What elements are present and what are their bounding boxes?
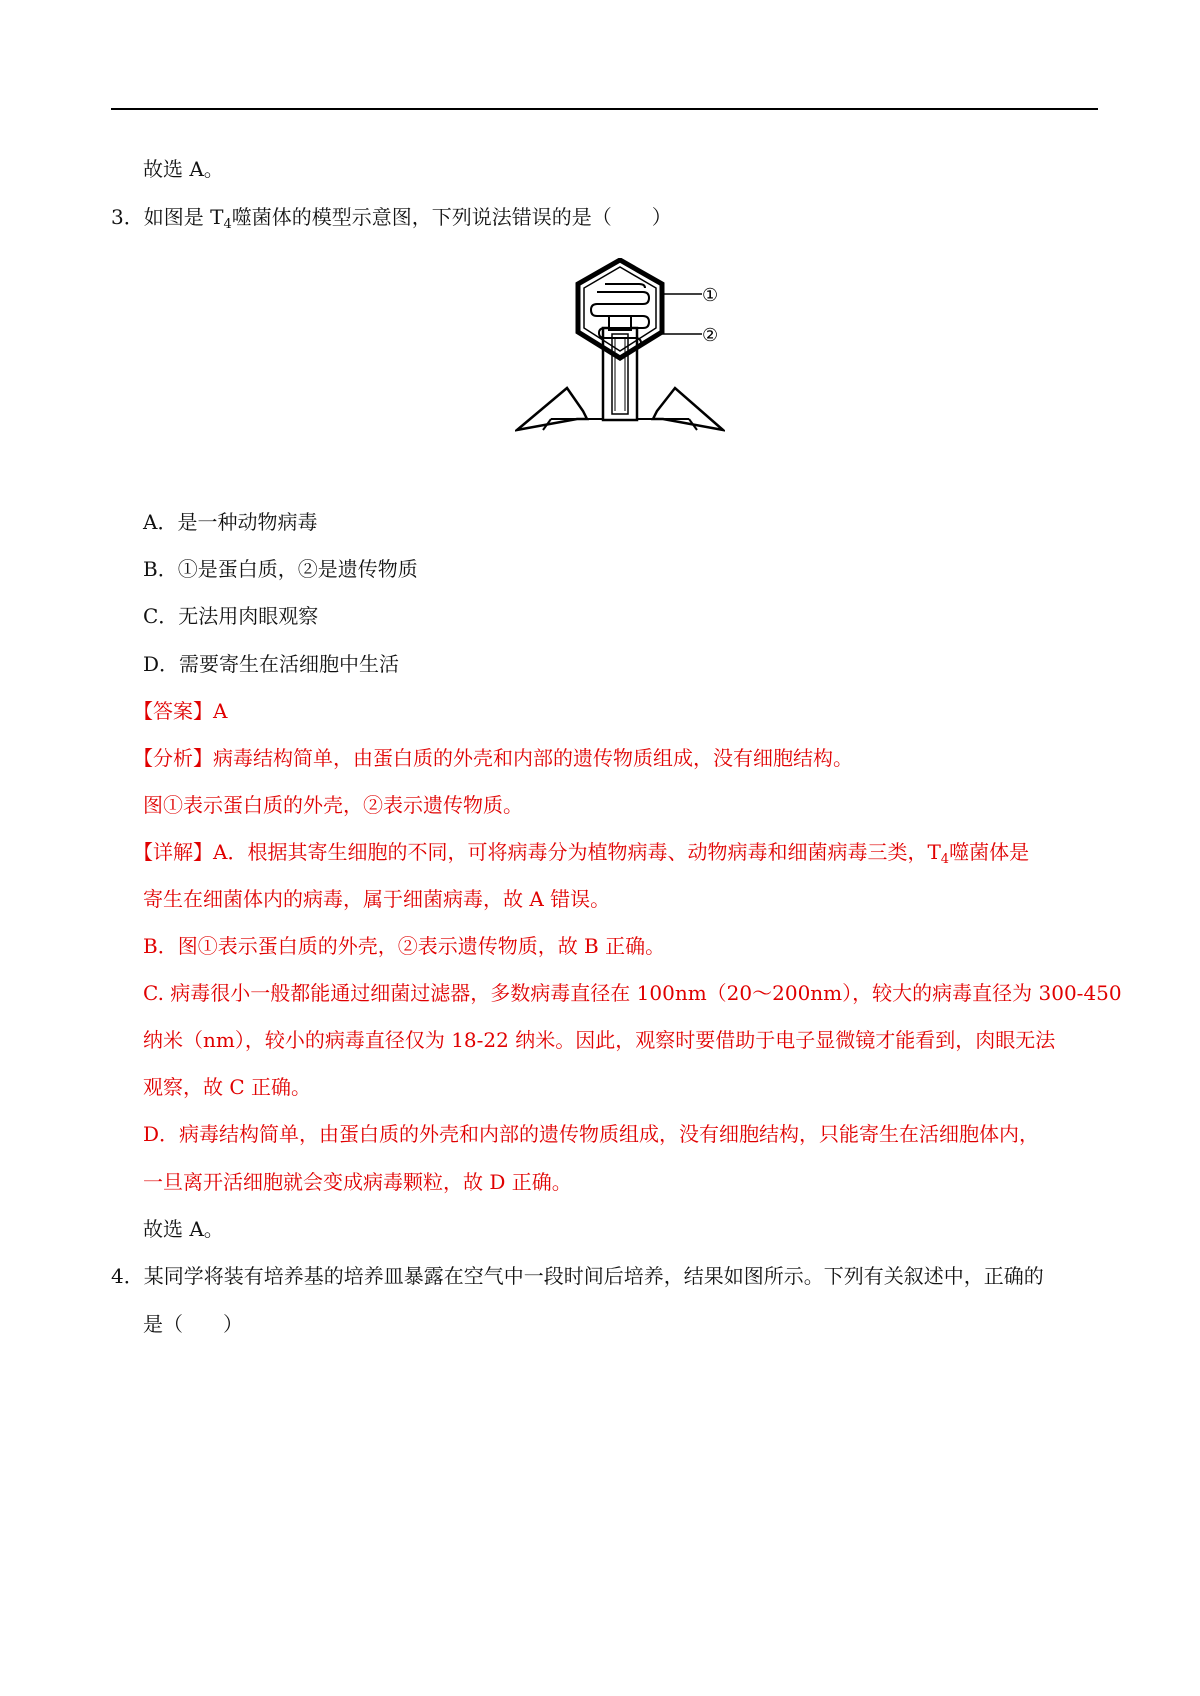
detail-c-line-1: C. 病毒很小一般都能通过细菌过滤器，多数病毒直径在 100nm（20～200nm），较大的病毒直径为 300-450	[143, 981, 1122, 1005]
answer-line: 【答案】A	[133, 699, 228, 723]
detail-c-line-3: 观察，故 C 正确。	[143, 1075, 312, 1099]
analysis-line-2: 图①表示蛋白质的外壳，②表示遗传物质。	[143, 793, 523, 817]
question-3-conclusion: 故选 A。	[143, 1217, 224, 1241]
question-3-number: 3．	[111, 205, 144, 229]
detail-d-line-2: 一旦离开活细胞就会变成病毒颗粒，故 D 正确。	[143, 1170, 572, 1194]
detail-c-line-2: 纳米（nm），较小的病毒直径仅为 18-22 纳米。因此，观察时要借助于电子显微镜才能看到，肉眼无法	[143, 1028, 1056, 1052]
figure-label-2: ②	[702, 325, 719, 346]
question-4-number: 4．	[111, 1264, 144, 1288]
option-a: A．是一种动物病毒	[143, 510, 318, 534]
t4-phage-diagram	[515, 258, 725, 473]
previous-conclusion: 故选 A。	[143, 157, 224, 181]
question-3-stem: 3．如图是 $T_4$噬菌体的模型示意图，下列说法错误的是（ ）	[111, 205, 672, 232]
question-4-stem-line-2: 是（ ）	[143, 1312, 243, 1336]
detail-d-line-1: D．病毒结构简单，由蛋白质的外壳和内部的遗传物质组成，没有细胞结构，只能寄生在活细胞体内，	[143, 1122, 1040, 1146]
figure-label-1: ①	[702, 285, 719, 306]
header-rule	[111, 108, 1098, 110]
option-b: B．①是蛋白质，②是遗传物质	[143, 557, 418, 581]
question-4-stem-line-1: 4．某同学将装有培养基的培养皿暴露在空气中一段时间后培养，结果如图所示。下列有关叙述中，正确的	[111, 1264, 1044, 1288]
option-d: D．需要寄生在活细胞中生活	[143, 652, 400, 676]
option-c: C．无法用肉眼观察	[143, 604, 319, 628]
analysis-line-1: 【分析】病毒结构简单，由蛋白质的外壳和内部的遗传物质组成，没有细胞结构。	[133, 746, 853, 770]
detail-a-line-1: 【详解】A．根据其寄生细胞的不同，可将病毒分为植物病毒、动物病毒和细菌病毒三类，$T_4$噬菌体是	[133, 840, 1030, 867]
detail-a-line-2: 寄生在细菌体内的病毒，属于细菌病毒，故 A 错误。	[143, 887, 611, 911]
detail-b-line: B．图①表示蛋白质的外壳，②表示遗传物质，故 B 正确。	[143, 934, 666, 958]
